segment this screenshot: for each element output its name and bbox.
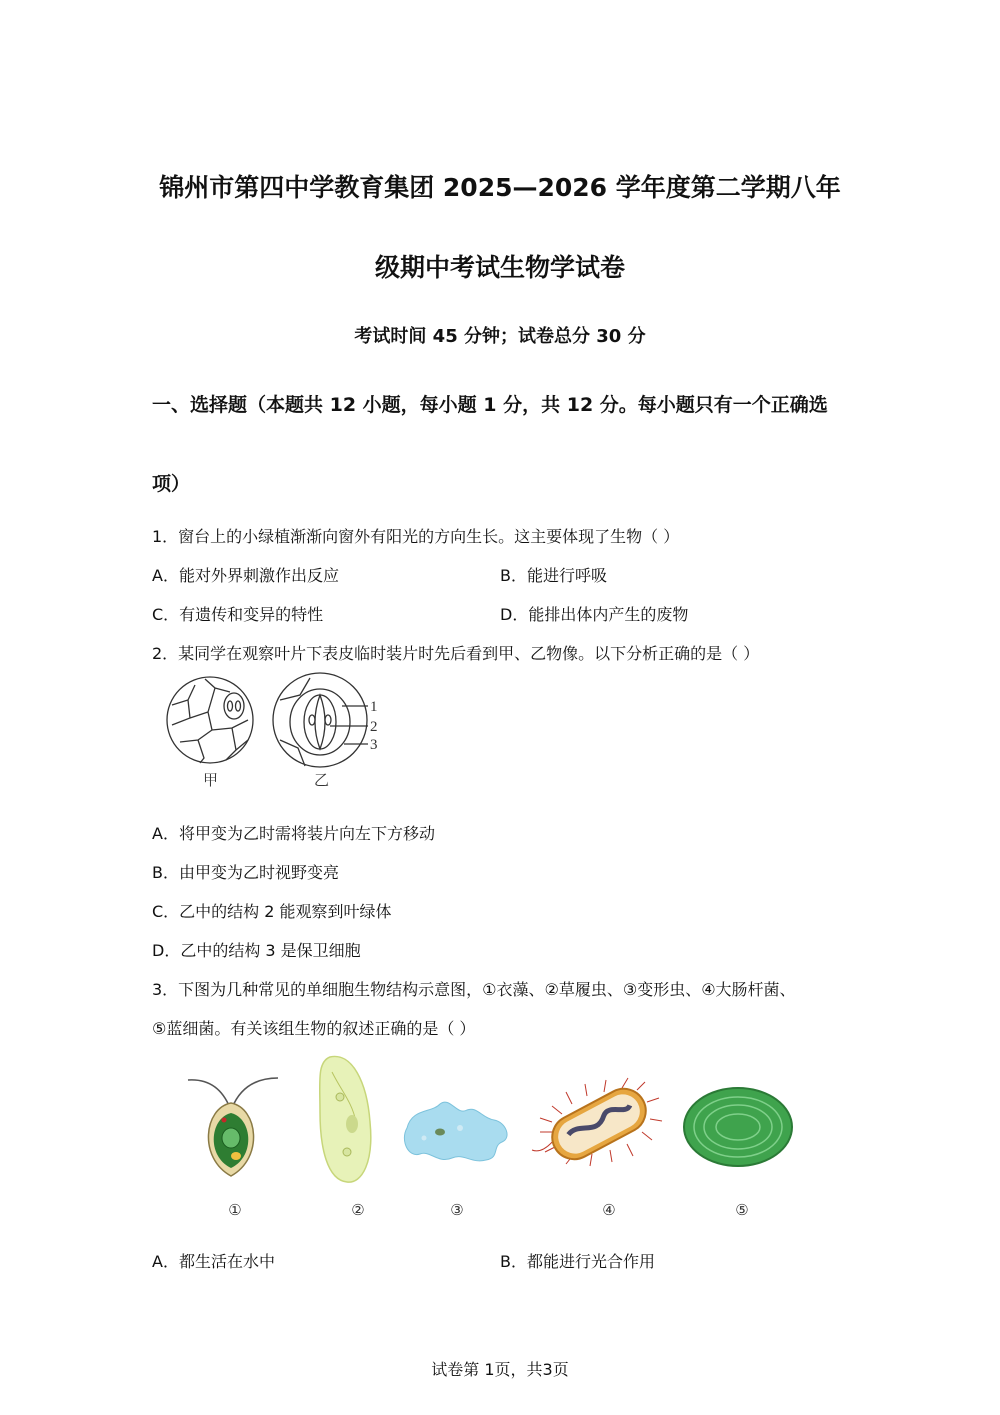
question-3-option-b: B．都能进行光合作用 xyxy=(500,1252,655,1271)
question-1-stem: 1．窗台上的小绿植渐渐向窗外有阳光的方向生长。这主要体现了生物（ ） xyxy=(152,527,680,546)
question-2-option-d: D．乙中的结构 3 是保卫细胞 xyxy=(152,941,361,960)
question-2-option-a: A．将甲变为乙时需将装片向左下方移动 xyxy=(152,824,435,843)
question-3-stem-line2: ⑤蓝细菌。有关该组生物的叙述正确的是（ ） xyxy=(152,1019,476,1038)
exam-subtitle: 考试时间 45 分钟；试卷总分 30 分 xyxy=(354,326,646,347)
callout-3: 3 xyxy=(370,737,378,753)
exam-title-line1: 锦州市第四中学教育集团 2025—2026 学年度第二学期八年 xyxy=(159,173,841,202)
view-yi xyxy=(273,673,368,767)
exam-title-line2: 级期中考试生物学试卷 xyxy=(374,253,625,282)
chlamydomonas-illustration xyxy=(178,1068,283,1188)
view-jia xyxy=(167,677,253,763)
question-1-option-d: D．能排出体内产生的废物 xyxy=(500,605,689,624)
callout-1: 1 xyxy=(370,699,378,715)
paramecium-illustration xyxy=(312,1052,382,1187)
question-1-option-b: B．能进行呼吸 xyxy=(500,566,607,585)
question-3-stem-line1: 3．下图为几种常见的单细胞生物结构示意图，①衣藻、②草履虫、③变形虫、④大肠杆菌、 xyxy=(152,980,796,999)
microscope-view-figure xyxy=(160,670,400,795)
organism-label-2: ② xyxy=(351,1201,365,1219)
question-1-option-a: A．能对外界刺激作出反应 xyxy=(152,566,339,585)
callout-2: 2 xyxy=(370,719,378,735)
label-yi: 乙 xyxy=(314,771,330,789)
section-heading-line1: 一、选择题（本题共 12 小题，每小题 1 分，共 12 分。每小题只有一个正确选 xyxy=(152,394,828,416)
organism-label-1: ① xyxy=(228,1201,242,1219)
organism-label-3: ③ xyxy=(450,1201,464,1219)
question-1-option-c: C．有遗传和变异的特性 xyxy=(152,605,324,624)
cyanobacteria-illustration xyxy=(682,1086,794,1168)
label-jia: 甲 xyxy=(203,771,219,789)
organism-label-5: ⑤ xyxy=(735,1201,749,1219)
amoeba-illustration xyxy=(402,1098,514,1168)
organism-label-4: ④ xyxy=(602,1201,616,1219)
section-heading-line2: 项） xyxy=(152,473,191,495)
question-2-option-c: C．乙中的结构 2 能观察到叶绿体 xyxy=(152,902,392,921)
page-footer: 试卷第 1页，共3页 xyxy=(431,1360,569,1379)
question-2-option-b: B．由甲变为乙时视野变亮 xyxy=(152,863,339,882)
question-3-option-a: A．都生活在水中 xyxy=(152,1252,275,1271)
question-2-stem: 2．某同学在观察叶片下表皮临时装片时先后看到甲、乙物像。以下分析正确的是（ ） xyxy=(152,644,760,663)
e-coli-illustration xyxy=(532,1074,667,1174)
